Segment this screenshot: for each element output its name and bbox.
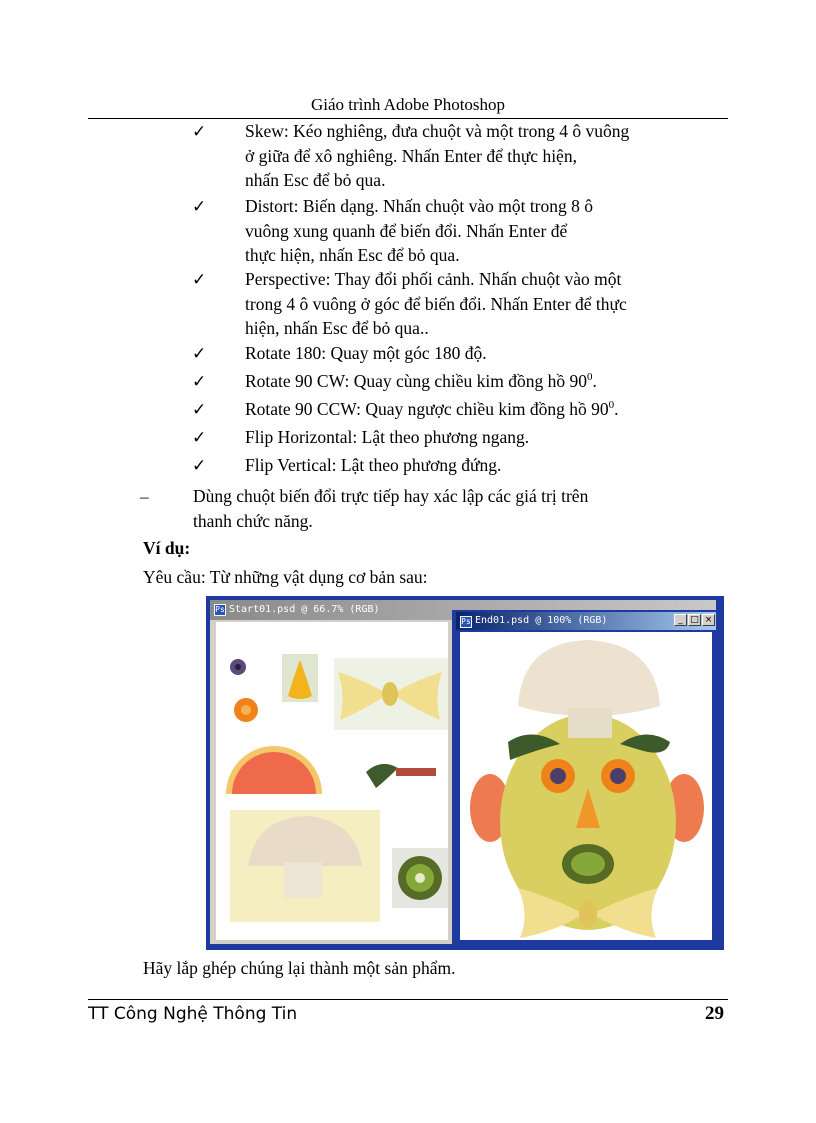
check-icon: ✓: [192, 428, 207, 448]
example-heading: Ví dụ:: [143, 538, 191, 558]
mushroom-hat-shape: [518, 640, 660, 716]
photoshop-screenshot: [206, 596, 724, 950]
end-canvas: [460, 632, 712, 940]
footer-center-name: TT Công Nghệ Thông Tin: [88, 1004, 298, 1024]
dash-bullet: –: [140, 487, 149, 506]
list-item-distort: Distort: Biến dạng. Nhấn chuột vào một trong 8 ô vuông xung quanh để biến đổi. Nhấn Enter để thực hiện, nhấn Esc để bỏ qua.: [245, 196, 594, 265]
check-icon: ✓: [192, 372, 207, 392]
ps-doc-icon: Ps: [461, 617, 471, 626]
list-item-rotate-180: Rotate 180: Quay một góc 180 độ.: [245, 343, 487, 363]
check-icon: ✓: [192, 456, 207, 476]
footer-rule: [88, 999, 728, 1000]
herb-shape: [366, 764, 398, 788]
check-icon: ✓: [192, 344, 207, 364]
end-window-titlebar: Ps End01.psd @ 100% (RGB) _ □ ×: [456, 612, 716, 630]
list-item-rotate-90-ccw: Rotate 90 CCW: Quay ngược chiều kim đồng hồ $90^0$.: [245, 399, 619, 419]
page-header: Giáo trình Adobe Photoshop: [310, 95, 506, 114]
dash-paragraph: Dùng chuột biến đổi trực tiếp hay xác lập các giá trị trên thanh chức năng.: [193, 486, 589, 531]
requirement-text: Yêu cầu: Từ những vật dụng cơ bản sau:: [143, 567, 428, 587]
close-button[interactable]: ×: [702, 614, 715, 626]
fruit-face-illustration: [460, 632, 712, 940]
start-window-titlebar: Ps Start01.psd @ 66.7% (RGB): [210, 600, 716, 620]
page-number: 29: [705, 1003, 724, 1024]
maximize-button[interactable]: □: [688, 614, 701, 626]
check-icon: ✓: [192, 400, 207, 420]
check-icon: ✓: [192, 197, 207, 217]
check-icon: ✓: [192, 270, 207, 290]
minimize-button[interactable]: _: [674, 614, 687, 626]
end-document-window: [452, 610, 720, 946]
list-item-perspective: Perspective: Thay đổi phối cảnh. Nhấn chuột vào một trong 4 ô vuông ở góc để biến đổi. Nhấn Enter để thực hiện, nhấn Esc để bỏ qua..: [245, 269, 627, 338]
list-item-rotate-90-cw: Rotate 90 CW: Quay cùng chiều kim đồng hồ $90^0$.: [245, 371, 597, 391]
ps-doc-icon: Ps: [215, 605, 225, 614]
start-canvas: [216, 622, 448, 940]
ingredients-illustration: [216, 622, 448, 940]
list-item-flip-vertical: Flip Vertical: Lật theo phương đứng.: [245, 455, 502, 475]
list-item-skew: Skew: Kéo nghiêng, đưa chuột và một trong 4 ô vuông ở giữa để xô nghiêng. Nhấn Enter để thực hiện, nhấn Esc để bỏ qua.: [245, 121, 630, 190]
list-item-flip-horizontal: Flip Horizontal: Lật theo phương ngang.: [245, 427, 530, 447]
closing-text: Hãy lắp ghép chúng lại thành một sản phẩm.: [143, 958, 456, 978]
check-icon: ✓: [192, 122, 207, 142]
